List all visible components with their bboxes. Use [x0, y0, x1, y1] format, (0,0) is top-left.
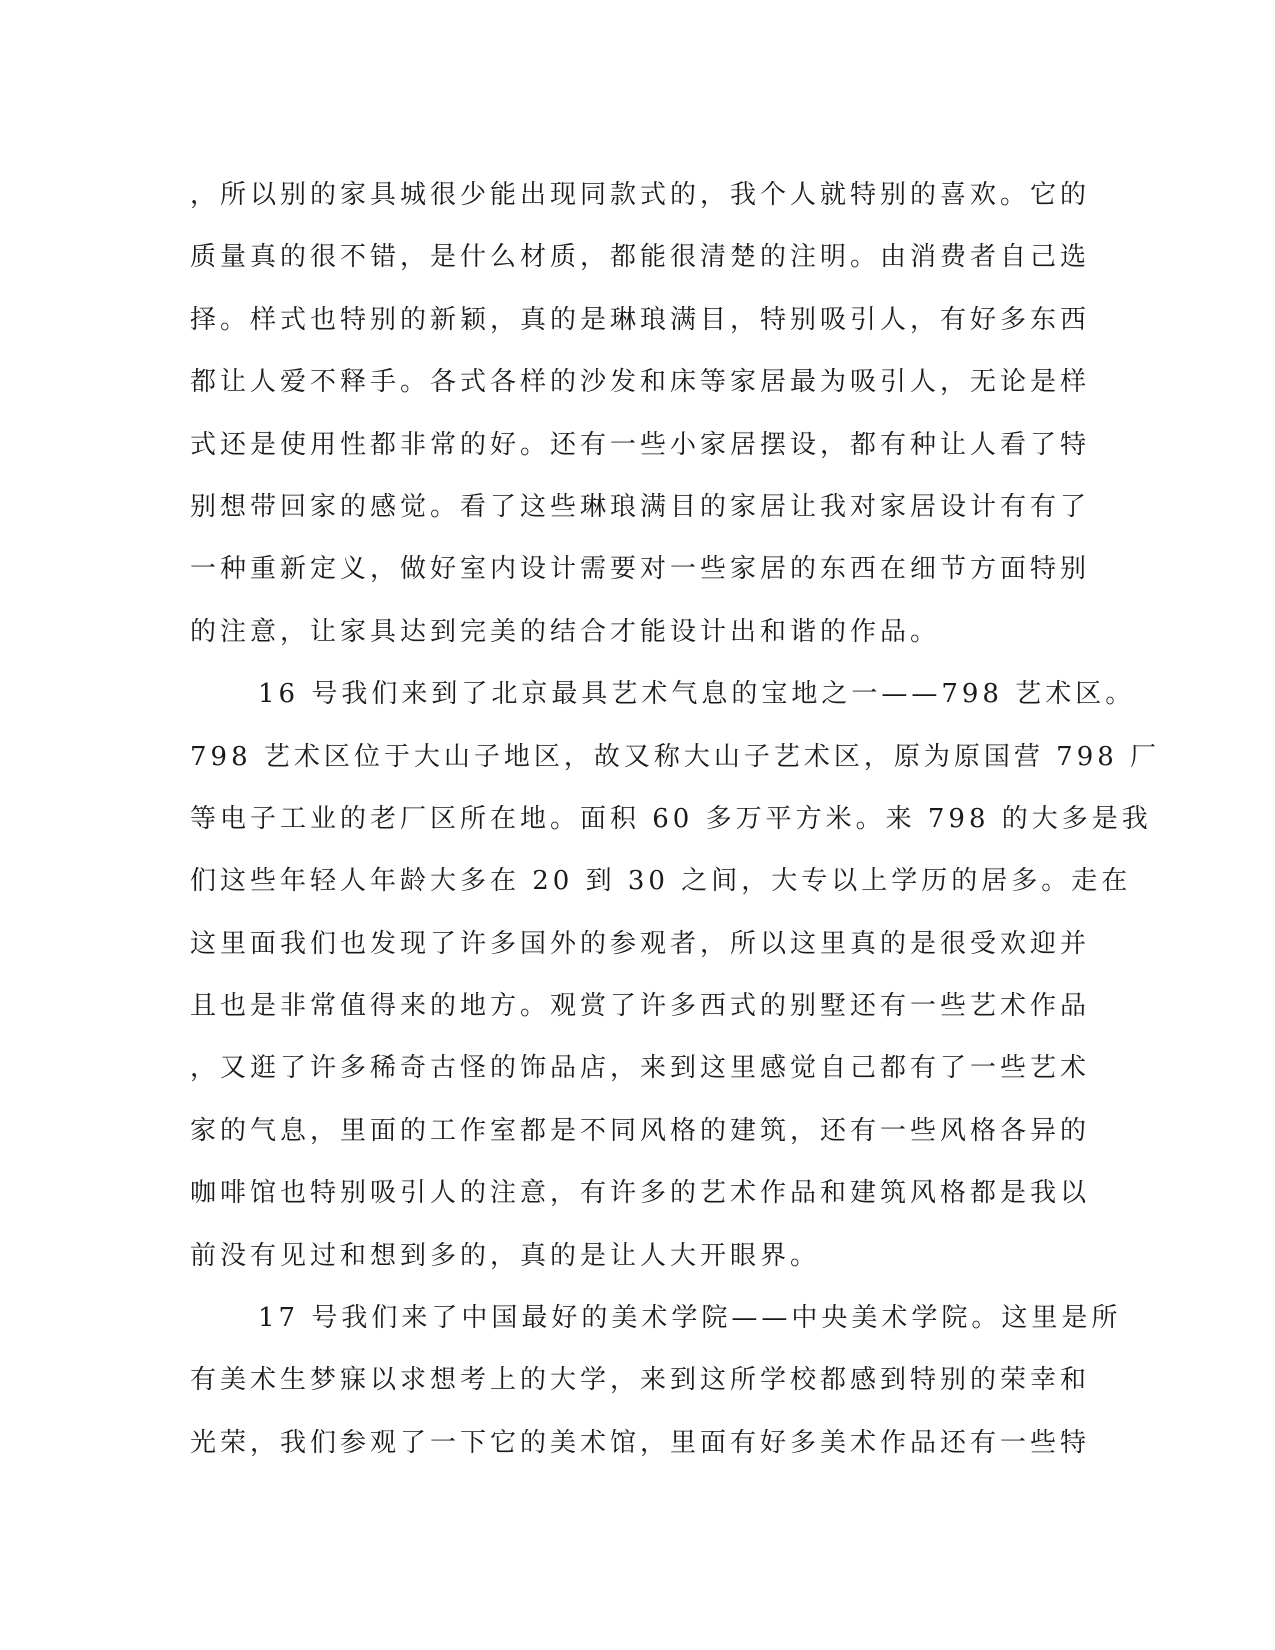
body-text [190, 164, 1161, 1474]
text-line: 式还是使用性都非常的好。还有一些小家居摆设，都有种让人看了特 [190, 429, 1091, 460]
text-line: 咖啡馆也特别吸引人的注意，有许多的艺术作品和建筑风格都是我以 [190, 1178, 1091, 1209]
text-line: 光荣，我们参观了一下它的美术馆，里面有好多美术作品还有一些特 [190, 1427, 1091, 1458]
text-line: 有美术生梦寐以求想考上的大学，来到这所学校都感到特别的荣幸和 [190, 1365, 1091, 1396]
text-line: 这里面我们也发现了许多国外的参观者，所以这里真的是很受欢迎并 [190, 928, 1091, 959]
text-line: ，又逛了许多稀奇古怪的饰品店，来到这里感觉自己都有了一些艺术 [190, 1053, 1091, 1084]
text-line: 前没有见过和想到多的，真的是让人大开眼界。 [190, 1240, 821, 1271]
text-line: ，所以别的家具城很少能出现同款式的，我个人就特别的喜欢。它的 [190, 180, 1091, 210]
text-line: 别想带回家的感觉。看了这些琳琅满目的家居让我对家居设计有有了 [190, 491, 1091, 522]
text-line: 们这些年轻人年龄大多在 20 到 30 之间，大专以上学历的居多。走在 [190, 866, 1132, 897]
text-line: 且也是非常值得来的地方。观赏了许多西式的别墅还有一些艺术作品 [190, 991, 1091, 1022]
paragraph-start-line: 17 号我们来了中国最好的美术学院——中央美术学院。这里是所 [258, 1303, 1122, 1334]
text-line: 都让人爱不释手。各式各样的沙发和床等家居最为吸引人，无论是样 [190, 367, 1091, 398]
text-line: 一种重新定义，做好室内设计需要对一些家居的东西在细节方面特别 [190, 554, 1091, 585]
paragraph-start-line: 16 号我们来到了北京最具艺术气息的宝地之一——798 艺术区。 [258, 679, 1136, 710]
text-line: 择。样式也特别的新颖，真的是琳琅满目，特别吸引人，有好多东西 [190, 304, 1091, 335]
text-line: 的注意，让家具达到完美的结合才能设计出和谐的作品。 [190, 616, 941, 647]
text-line: 质量真的很不错，是什么材质，都能很清楚的注明。由消费者自己选 [190, 242, 1091, 273]
text-line: 798 艺术区位于大山子地区，故又称大山子艺术区，原为原国营 798 厂 [190, 741, 1161, 772]
text-line: 家的气息，里面的工作室都是不同风格的建筑，还有一些风格各异的 [190, 1115, 1091, 1146]
text-line: 等电子工业的老厂区所在地。面积 60 多万平方米。来 798 的大多是我 [190, 803, 1152, 834]
